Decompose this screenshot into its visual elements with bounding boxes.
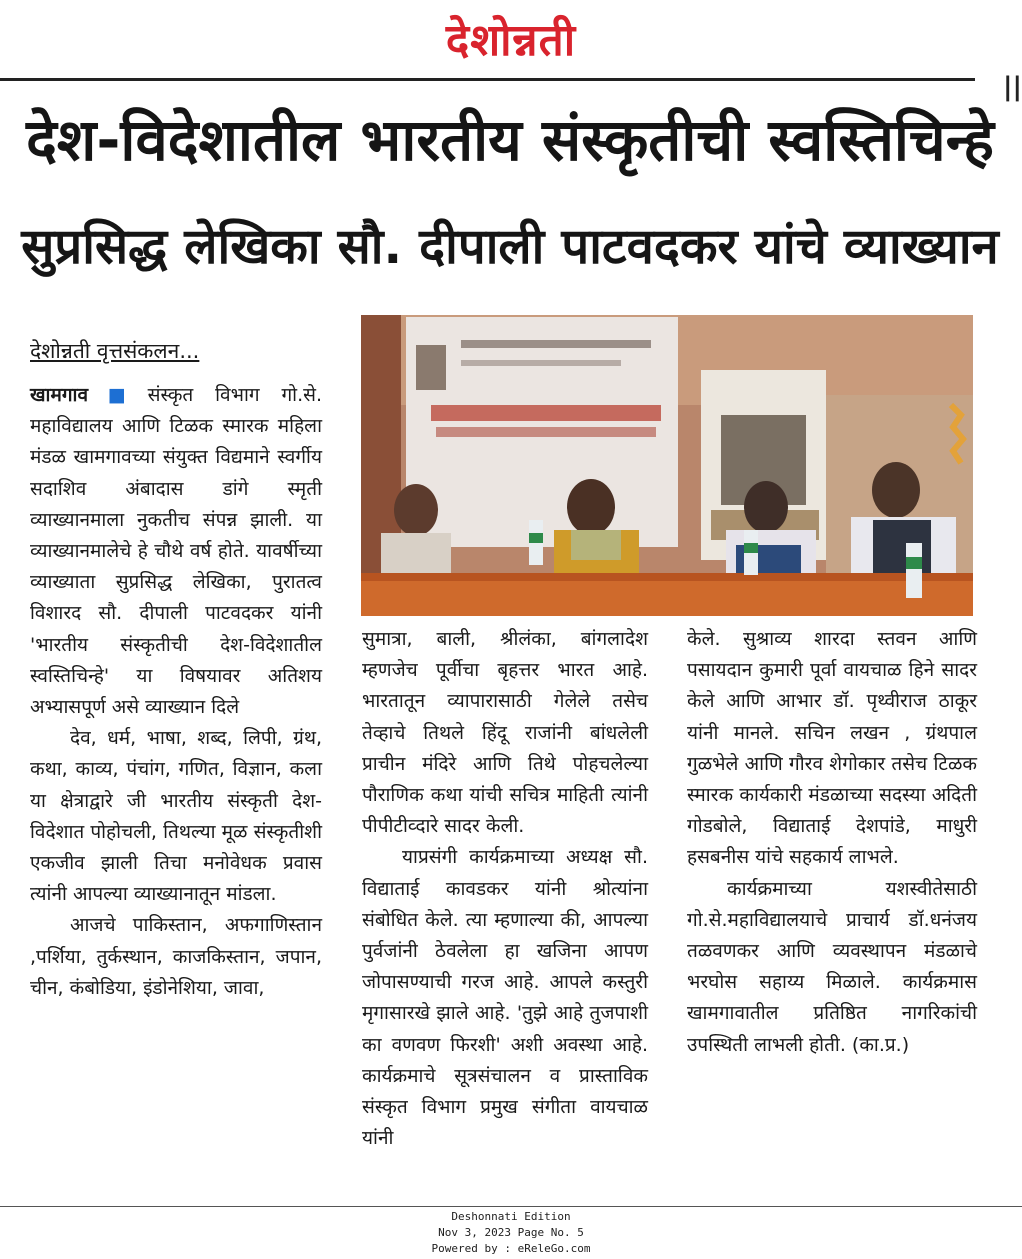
paragraph-1-text: संस्कृत विभाग गो.से. महाविद्यालय आणि टिळक स्मारक महिला मंडळ खामगावच्या संयुक्त विद्यमाने स्वर्गीय सदाशिव अंबादास डांगे स्मृती व्याख्यानमाला नुकतीच संपन्न झाली. या व्याख्यानमालेचे हे चौथे वर्ष होते. यावर्षीच्या व्याख्याता सुप्रसिद्ध लेखिका, पुरातत्व विशारद सौ. दीपाली पाटवदकर यांनी 'भारतीय संस्कृतीची देश-विदेशातील स्वस्तिचिन्हे' या विषयावर अतिशय अभ्यासपूर्ण असे व्याख्यान दिले [30, 384, 322, 719]
footer-edition: Deshonnati Edition [451, 1210, 571, 1223]
top-divider [0, 78, 975, 81]
paragraph-6: केले. सुश्राव्य शारदा स्तवन आणि पसायदान कुमारी पूर्वा वायचाळ हिने सादर केले आणि आभार डॉ. पृथ्वीराज ठाकूर यांनी मानले. सचिन लखन , ग्रंथपाल गुळभेले आणि गौरव शेगोकार तसेच टिळक स्मारक कार्यकारी मंडळाच्या सदस्या अदिती गोडबोले, विद्याताई देशपांडे, माधुरी हसबनीस यांचे सहकार्य लाभले. [687, 628, 977, 869]
corner-mark: || [1003, 72, 1022, 102]
paragraph-2: देव, धर्म, भाषा, शब्द, लिपी, ग्रंथ, कथा, काव्य, पंचांग, गणित, विज्ञान, कला या क्षेत्राद्वारे जी भारतीय संस्कृती देश-विदेशात पोहोचली, तिथल्या मूळ संस्कृतीशी एकजीव झाली तिचा मनोवेधक प्रवास त्यांनी आपल्या व्याख्यानातून मांडला. [30, 727, 322, 906]
article-column-2 [362, 624, 648, 1154]
paragraph-7: कार्यक्रमाच्या यशस्वीतेसाठी गो.से.महाविद्यालयाचे प्राचार्य डॉ.धनंजय तळवणकर आणि व्यवस्थापन मंडळाचे भरघोस सहाय्य मिळाले. कार्यक्रमास खामगावातील प्रतिष्ठित नागरिकांची उपस्थिती लाभली होती. (का.प्र.) [687, 877, 977, 1056]
bullet-icon: ■ [92, 384, 142, 406]
byline: देशोन्नती वृत्तसंकलन... [30, 339, 200, 363]
paragraph-4: सुमात्रा, बाली, श्रीलंका, बांगलादेश म्हणजेच पूर्वीचा बृहत्तर भारत आहे. भारतातून व्यापारासाठी गेलेले तसेच तेव्हाचे तिथले हिंदू राजांनी बांधलेली प्राचीन मंदिरे आणि तिथे पोहचलेल्या पौराणिक कथा यांची सचित्र माहिती त्यांनी पीपीटीव्दारे सादर केली. [362, 628, 648, 838]
headline-line-2: सुप्रसिद्ध लेखिका सौ. दीपाली पाटवदकर यांचे व्याख्यान [21, 218, 999, 275]
paragraph-3: आजचे पाकिस्तान, अफगाणिस्तान ,पर्शिया, तुर्कस्थान, काजकिस्तान, जपान, चीन, कंबोडिया, इंडोनेशिया, जावा, [30, 914, 322, 999]
masthead-logo: देशोन्नती [445, 15, 577, 66]
article-column-1 [30, 380, 322, 1004]
footer-powered-by: Powered by : eReleGo.com [431, 1242, 591, 1255]
paragraph-5: याप्रसंगी कार्यक्रमाच्या अध्यक्ष सौ. विद्याताई कावडकर यांनी श्रोत्यांना संबोधित केले. त्या म्हणाल्या की, आपल्या पुर्वजांनी ठेवलेला हा खजिना आपण जोपासण्याची गरज आहे. आपले कस्तुरी मृगासारखे झाले आहे. 'तुझे आहे तुजपाशी का वणवण फिरशी' अशी अवस्था आहे. कार्यक्रमाचे सूत्रसंचालन व प्रास्ताविक संस्कृत विभाग प्रमुख संगीता वायचाळ यांनी [362, 846, 648, 1150]
event-photo-illustration [361, 315, 973, 616]
footer-divider [0, 1206, 1022, 1207]
footer-date-page: Nov 3, 2023 Page No. 5 [438, 1226, 584, 1239]
headline-line-1: देश-विदेशातील भारतीय संस्कृतीची स्वस्तिचिन्हे [26, 106, 994, 174]
footer [0, 1209, 1022, 1257]
dateline: खामगाव [30, 384, 89, 406]
paragraph-1 [30, 380, 322, 723]
event-photo [361, 315, 973, 616]
article-column-3 [687, 624, 977, 1061]
